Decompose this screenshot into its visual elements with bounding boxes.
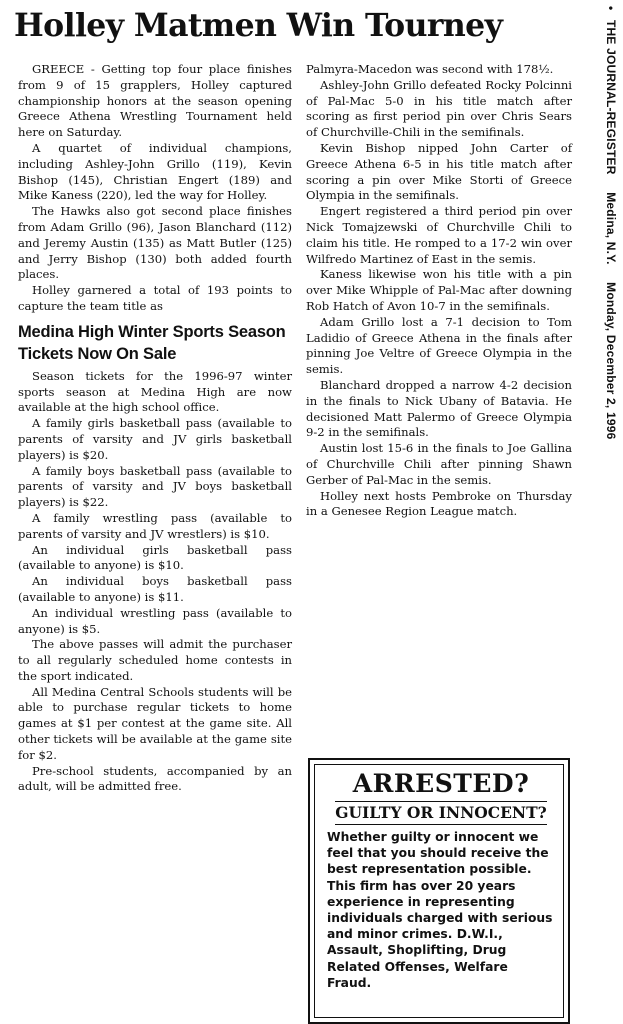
- law-firm-advertisement: [308, 758, 570, 1024]
- left-column: [18, 62, 292, 795]
- story-paragraph: GREECE - Getting top four place finishes from 9 of 15 grapplers, Holley captured championship honors at the season opening Greece Athena Wrestling Tournament held here on Saturday.: [18, 62, 292, 140]
- tickets-paragraph: The above passes will admit the purchaser to all regularly scheduled home contests in the sport indicated.: [18, 637, 292, 683]
- tickets-heading: Medina High Winter Sports Season Tickets Now On Sale: [18, 322, 286, 363]
- tickets-paragraph: A family boys basketball pass (available to parents of varsity and JV boys basketball players) is $22.: [18, 463, 292, 510]
- story-paragraph: Blanchard dropped a narrow 4-2 decision in the finals to Nick Ubany of Batavia. He decisioned Matt Palermo of Greece Olympia 9-2 in the semifinals.: [306, 377, 572, 440]
- story-paragraph: Engert registered a third period pin over Nick Tomajzewski of Churchville Chili to claim his title. He romped to a 17-2 win over Wilfredo Martinez of East in the semis.: [306, 204, 572, 266]
- tickets-paragraph: A family wrestling pass (available to parents of varsity and JV wrestlers) is $10.: [18, 510, 292, 541]
- story-paragraph: Holley next hosts Pembroke on Thursday in a Genesee Region League match.: [306, 488, 572, 519]
- ad-body: Whether guilty or innocent we feel that you should receive the best representation possible. This firm has over 20 years experience in representing individuals charged with serious and minor crimes. D.W.I., Assault, Shoplifting, Drug Related Offenses, Welfare Fraud.: [327, 830, 553, 990]
- masthead-bullet: •: [604, 6, 618, 11]
- wrestling-story-start: [18, 62, 292, 315]
- story-paragraph: Ashley-John Grillo defeated Rocky Polcinni of Pal-Mac 5-0 in his title match after scoring as first period pin over Chris Sears of Churchville-Chili in the semifinals.: [306, 77, 572, 140]
- ad-title: ARRESTED?: [352, 769, 530, 798]
- story-paragraph: The Hawks also got second place finishes from Adam Grillo (96), Jason Blanchard (112) and Jeremy Austin (135) as Matt Butler (125) and Jerry Bishop (130) both added fourth places.: [18, 204, 292, 282]
- tickets-paragraph: An individual girls basketball pass (available to anyone) is $10.: [18, 542, 292, 573]
- masthead-location: Medina, N.Y.: [604, 192, 618, 265]
- story-paragraph: Kaness likewise won his title with a pin over Mike Whipple of Pal-Mac after downing Rob Hatch of Avon 10-7 in the semifinals.: [306, 267, 572, 313]
- story-paragraph: Holley garnered a total of 193 points to capture the team title as: [18, 283, 292, 313]
- tickets-story: [18, 369, 292, 796]
- masthead-folio: [578, 6, 618, 546]
- ad-inner-frame: [314, 764, 564, 1018]
- story-paragraph: A quartet of individual champions, including Ashley-John Grillo (119), Kevin Bishop (145), Christian Engert (189) and Mike Kaness (220), led the way for Holley.: [18, 140, 292, 203]
- right-column: [306, 62, 572, 520]
- masthead-date: Monday, December 2, 1996: [604, 282, 618, 440]
- story-paragraph: Austin lost 15-6 in the finals to Joe Gallina of Churchville Chili after pinning Shawn Gerber of Pal-Mac in the semis.: [306, 441, 572, 487]
- story-paragraph: Kevin Bishop nipped John Carter of Greece Athena 6-5 in his title match after scoring a pin over Mike Storti of Greece Olympia in the semifinals.: [306, 140, 572, 203]
- tickets-paragraph: An individual wrestling pass (available to anyone) is $5.: [18, 605, 292, 636]
- story-paragraph: Palmyra-Macedon was second with 178½.: [306, 62, 554, 76]
- tickets-paragraph: An individual boys basketball pass (available to anyone) is $11.: [18, 574, 292, 604]
- ad-subtitle: GUILTY OR INNOCENT?: [335, 801, 547, 825]
- masthead-paper-name: THE JOURNAL-REGISTER: [604, 19, 618, 175]
- tickets-paragraph: All Medina Central Schools students will be able to purchase regular tickets to home games at $1 per contest at the game site. All other tickets will be available at the game site for $2.: [18, 684, 292, 762]
- tickets-paragraph: Season tickets for the 1996-97 winter sports season at Medina High are now available at the high school office.: [18, 368, 292, 415]
- tickets-paragraph: Pre-school students, accompanied by an adult, will be admitted free.: [18, 763, 292, 794]
- tickets-paragraph: A family girls basketball pass (available to parents of varsity and JV girls basketball players) is $20.: [18, 416, 292, 462]
- headline: Holley Matmen Win Tourney: [14, 7, 503, 44]
- story-paragraph: Adam Grillo lost a 7-1 decision to Tom Ladidio of Greece Athena in the finals after pinning Joe Veltre of Greece Olympia in the semis.: [306, 314, 572, 377]
